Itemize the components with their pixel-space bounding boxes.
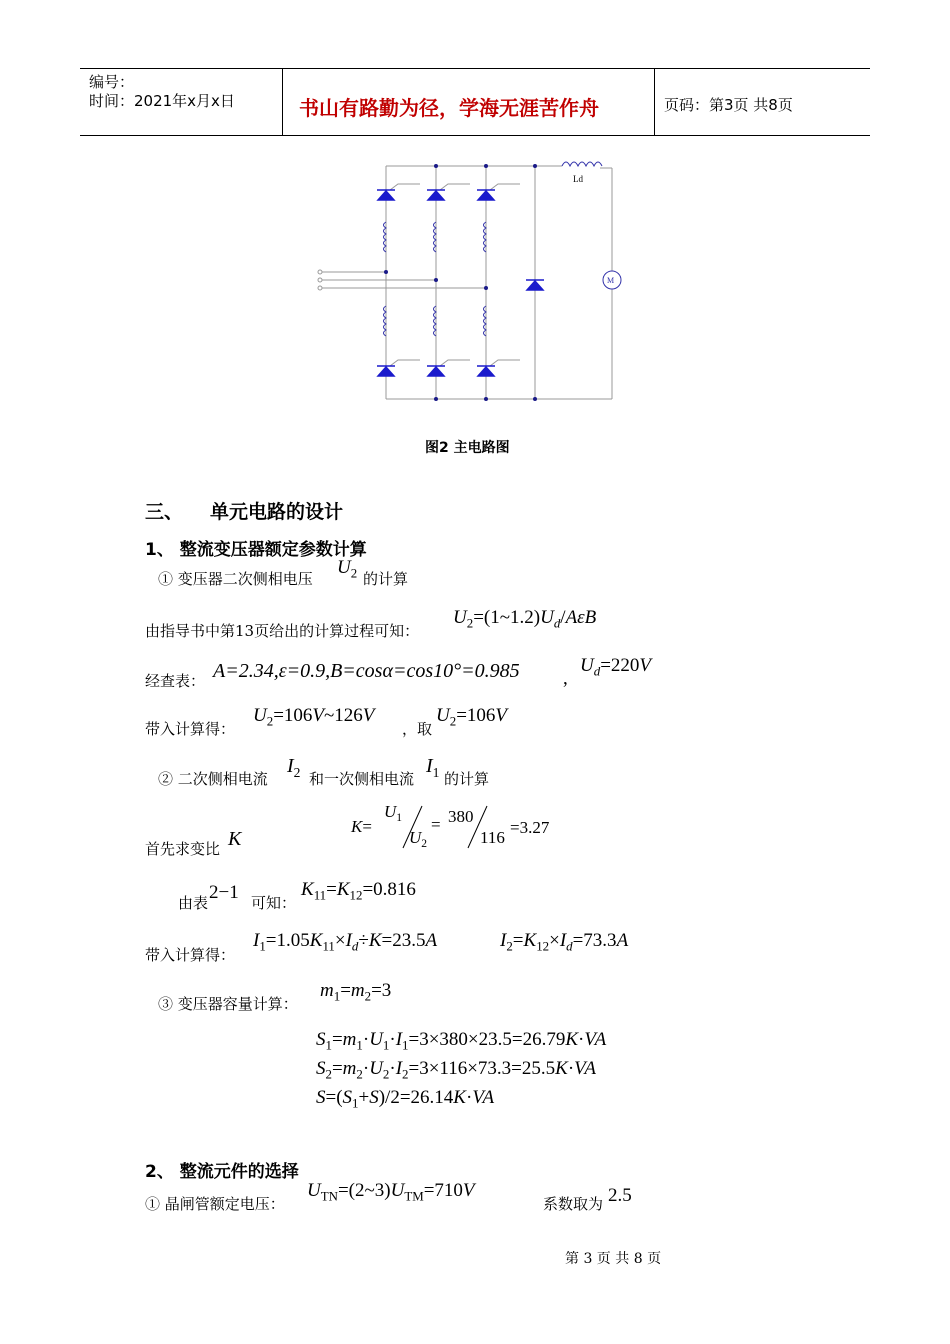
section-heading-title: 单元电路的设计 — [210, 501, 344, 523]
k-formula: $K_{11}=K_{12}=0.816$ — [301, 879, 416, 903]
footer-page-number: 第 3 页 共 8 页 — [565, 1251, 662, 1267]
sub2-item1-label: ① 晶闸管额定电压： — [145, 1195, 285, 1213]
main-circuit-diagram — [300, 150, 640, 415]
item2-tail: 的计算 — [444, 770, 490, 788]
ud-formula: $U_d=220V$ — [580, 655, 652, 679]
subsection-2-heading: 2、 整流元件的选择 — [145, 1162, 299, 1182]
junction-dots — [384, 164, 537, 401]
s2-formula: $S_2=m_2\cdot U_2\cdot I_2=3\times 116\times 73.3=25.5K\cdot VA$ — [316, 1058, 596, 1082]
s-formula: $S=(S_1+S)/2=26.14K\cdot VA$ — [316, 1087, 495, 1111]
u2-value: $U_2=106V$ — [436, 705, 508, 729]
subsection-1-heading: 1、 整流变压器额定参数计算 — [145, 540, 367, 560]
table-tail: 可知： — [251, 894, 297, 912]
header-page-label: 页码：第3页 共8页 — [664, 96, 793, 114]
symbol-i2: $I_2$ — [287, 755, 301, 780]
result-label: 带入计算得： — [145, 720, 236, 738]
symbol-i1: $I_1$ — [426, 755, 440, 780]
item1-label: ① 变压器二次侧相电压 — [158, 570, 313, 588]
utn-formula: $U_{TN}=(2\sim 3)U_{TM}=710V$ — [307, 1180, 475, 1204]
section-heading-number: 三、 — [145, 501, 184, 523]
u2-formula: $U_2=(1\sim 1.2)U_d$/AεB — [453, 607, 597, 631]
header-number-label: 编号： — [89, 73, 135, 91]
upper-inductors — [384, 222, 487, 252]
lower-thyristors — [377, 366, 495, 376]
lookup-formula: A=2.34,ε=0.9,B=cosα=cos10°=0.985 — [213, 660, 520, 682]
ratio-numerator: 380 — [448, 807, 474, 826]
u2-range: $U_2=106V\sim 126V$ — [253, 705, 375, 729]
figure-caption: 图2 主电路图 — [425, 440, 510, 456]
header-time-label: 时间：2021年x月x日 — [89, 92, 235, 110]
item2-label: ② 二次侧相电流 — [158, 770, 268, 788]
inductor-label: Ld — [573, 174, 583, 184]
guide-text: 由指导书中第13页给出的计算过程可知： — [145, 622, 420, 640]
header-motto: 书山有路勤为径，学海无涯苦作舟 — [299, 96, 599, 120]
lookup-separator: , — [563, 668, 568, 689]
coef-label: 系数取为 — [543, 1195, 604, 1213]
coef-value: 2.5 — [608, 1185, 632, 1206]
item1-tail: 的计算 — [363, 570, 409, 588]
i2-formula: $I_2=K_{12}\times I_d=73.3A$ — [500, 930, 629, 954]
item3-label: ③ 变压器容量计算： — [158, 995, 298, 1013]
inductor-ld — [562, 162, 602, 166]
ratio-denominator: 116 — [480, 828, 505, 847]
take-label: ，取 — [402, 720, 433, 738]
symbol-k: K — [228, 828, 242, 850]
item2-mid: 和一次侧相电流 — [309, 770, 415, 788]
current-label: 带入计算得： — [145, 946, 236, 964]
s1-formula: $S_1=m_1\cdot U_1\cdot I_1=3\times 380\times 23.5=26.79K\cdot VA$ — [316, 1029, 607, 1053]
i1-formula: $I_1=1.05K_{11}\times I_d\div K=23.5A$ — [253, 930, 438, 954]
upper-thyristors — [377, 190, 495, 200]
freewheel-diode — [526, 280, 544, 290]
ratio-result: =3.27 — [510, 818, 550, 837]
lookup-label: 经查表： — [145, 672, 206, 690]
table-label: 由表 — [178, 894, 209, 912]
table-ref: 2−1 — [209, 882, 239, 903]
symbol-u2: $U_2$ — [337, 557, 358, 581]
m-formula: $m_1=m_2=3$ — [320, 980, 392, 1004]
motor-label: M — [607, 276, 615, 285]
ratio-label: 首先求变比 — [145, 840, 221, 858]
lower-inductors — [384, 306, 487, 336]
